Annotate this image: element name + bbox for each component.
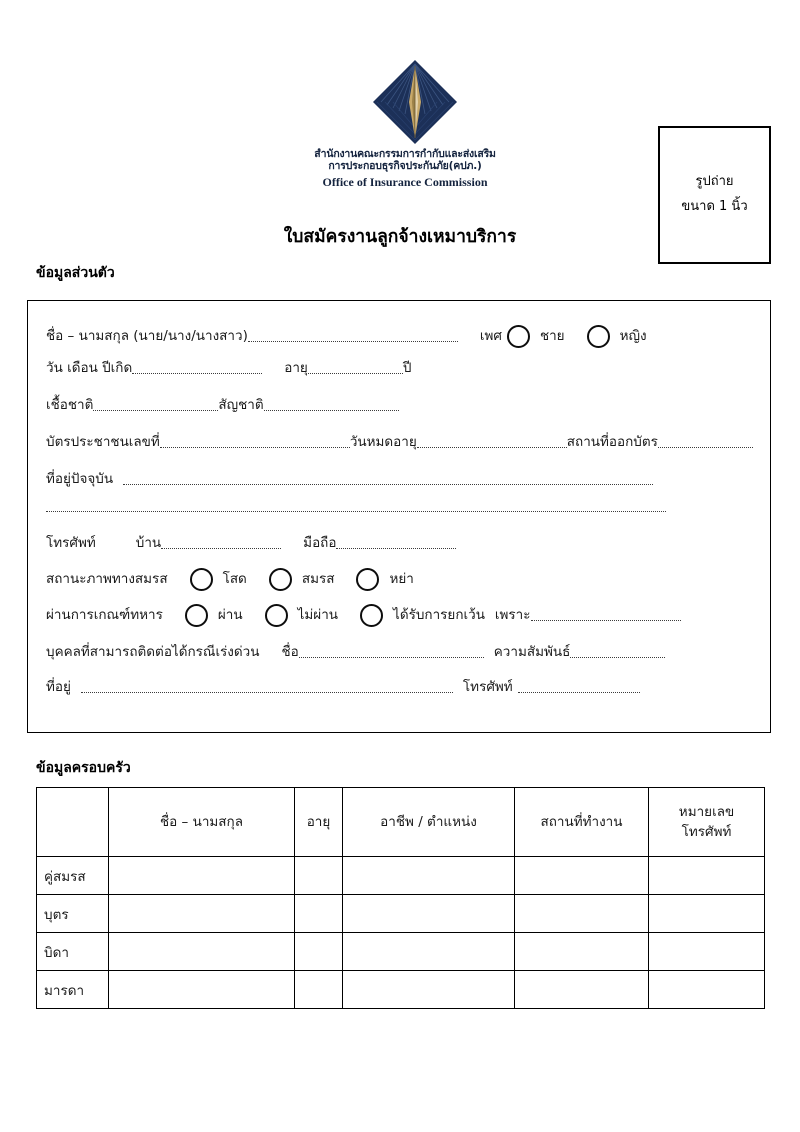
column-header-age: อายุ — [295, 788, 343, 857]
race-label: เชื้อชาติ — [46, 397, 94, 414]
cell-spouse-name[interactable] — [109, 857, 295, 895]
field-row-emergency-contact — [46, 646, 665, 660]
gender-female-label: หญิง — [619, 327, 647, 344]
marital-single-radio[interactable] — [190, 568, 213, 591]
gender-male-radio[interactable] — [507, 325, 530, 348]
nationality-input[interactable] — [264, 397, 399, 411]
emergency-relation-input[interactable] — [570, 644, 665, 658]
emergency-phone-label: โทรศัพท์ — [462, 679, 513, 696]
telephone-home-input[interactable] — [161, 535, 281, 549]
marital-single-label: โสด — [222, 570, 247, 587]
id-card-place-input[interactable] — [658, 434, 753, 448]
page-title: ใบสมัครงานลูกจ้างเหมาบริการ — [283, 227, 517, 247]
column-header-workplace: สถานที่ทำงาน — [515, 788, 649, 857]
military-not-passed-label: ไม่ผ่าน — [297, 606, 339, 623]
gender-male-label: ชาย — [539, 327, 565, 344]
birthdate-label: วัน เดือน ปีเกิด — [46, 360, 133, 377]
telephone-home-label: บ้าน — [135, 535, 162, 552]
field-row-current-address-continued — [46, 500, 666, 514]
field-row-military-service — [46, 604, 681, 627]
telephone-mobile-input[interactable] — [336, 535, 456, 549]
marital-status-label: สถานะภาพทางสมรส — [46, 570, 168, 587]
birthdate-input[interactable] — [132, 360, 262, 374]
telephone-mobile-label: มือถือ — [303, 535, 337, 552]
org-name-thai-line1: สำนักงานคณะกรรมการกำกับและส่งเสริม — [314, 148, 496, 160]
photo-box-label-line1: รูปถ่าย — [695, 174, 734, 190]
field-row-id-card — [46, 436, 753, 450]
marital-divorced-label: หย่า — [389, 570, 414, 587]
marital-married-label: สมรส — [301, 570, 335, 587]
cell-mother-age[interactable] — [295, 971, 343, 1009]
emergency-contact-label: บุคคลที่สามารถติดต่อได้กรณีเร่งด่วน — [46, 644, 260, 661]
field-row-telephone — [46, 537, 456, 551]
column-header-telephone-line2: โทรศัพท์ — [681, 824, 732, 840]
nationality-label: สัญชาติ — [218, 397, 264, 414]
row-label-father: บิดา — [37, 933, 109, 971]
document-header — [0, 0, 800, 270]
table-row — [37, 933, 765, 971]
org-name-thai-line2: การประกอบธุรกิจประกันภัย(คปภ.) — [328, 160, 482, 173]
cell-mother-telephone[interactable] — [649, 971, 765, 1009]
photo-placeholder-box — [658, 126, 771, 264]
fullname-input[interactable] — [248, 328, 458, 342]
cell-father-workplace[interactable] — [515, 933, 649, 971]
column-header-fullname: ชื่อ – นามสกุล — [109, 788, 295, 857]
current-address-input-line1[interactable] — [123, 471, 653, 485]
military-exempt-label: ได้รับการยกเว้น — [393, 606, 485, 623]
emergency-address-input[interactable] — [81, 679, 453, 693]
marital-married-radio[interactable] — [269, 568, 292, 591]
id-card-expiry-label: วันหมดอายุ — [349, 434, 417, 451]
row-label-mother: มารดา — [37, 971, 109, 1009]
field-row-emergency-address — [46, 681, 640, 695]
cell-father-occupation[interactable] — [343, 933, 515, 971]
military-passed-radio[interactable] — [185, 604, 208, 627]
cell-child-workplace[interactable] — [515, 895, 649, 933]
cell-mother-workplace[interactable] — [515, 971, 649, 1009]
id-card-input[interactable] — [160, 434, 350, 448]
field-row-birthdate — [46, 362, 411, 376]
emergency-name-input[interactable] — [299, 644, 484, 658]
org-name-english: Office of Insurance Commission — [322, 174, 488, 189]
military-service-label: ผ่านการเกณฑ์ทหาร — [46, 606, 163, 623]
table-row — [37, 971, 765, 1009]
emergency-phone-input[interactable] — [518, 679, 640, 693]
gender-female-radio[interactable] — [587, 325, 610, 348]
emergency-relation-label: ความสัมพันธ์ — [493, 644, 571, 661]
cell-father-telephone[interactable] — [649, 933, 765, 971]
cell-spouse-telephone[interactable] — [649, 857, 765, 895]
cell-child-telephone[interactable] — [649, 895, 765, 933]
family-info-heading: ข้อมูลครอบครัว — [36, 760, 131, 776]
field-row-marital-status — [46, 568, 414, 591]
cell-mother-occupation[interactable] — [343, 971, 515, 1009]
cell-child-occupation[interactable] — [343, 895, 515, 933]
row-label-spouse: คู่สมรส — [37, 857, 109, 895]
cell-mother-name[interactable] — [109, 971, 295, 1009]
military-not-passed-radio[interactable] — [265, 604, 288, 627]
id-card-label: บัตรประชาชนเลขที่ — [46, 434, 160, 451]
military-reason-input[interactable] — [531, 607, 681, 621]
military-exempt-radio[interactable] — [360, 604, 383, 627]
personal-info-heading: ข้อมูลส่วนตัว — [36, 265, 115, 281]
fullname-label: ชื่อ – นามสกุล (นาย/นาง/นางสาว) — [46, 327, 248, 344]
photo-box-label-line2: ขนาด 1 นิ้ว — [681, 199, 748, 214]
id-card-place-label: สถานที่ออกบัตร — [566, 434, 658, 451]
age-label: อายุ — [284, 360, 308, 377]
column-header-telephone-line1: หมายเลข — [678, 803, 735, 820]
field-row-race-nationality — [46, 399, 399, 413]
race-input[interactable] — [93, 397, 218, 411]
field-row-fullname — [46, 325, 647, 348]
column-header-telephone — [649, 788, 765, 857]
column-header-occupation: อาชีพ / ตำแหน่ง — [343, 788, 515, 857]
table-header-row — [37, 788, 765, 857]
row-label-child: บุตร — [37, 895, 109, 933]
table-body — [37, 857, 765, 1009]
age-input[interactable] — [308, 360, 403, 374]
cell-father-name[interactable] — [109, 933, 295, 971]
cell-spouse-workplace[interactable] — [515, 857, 649, 895]
marital-divorced-radio[interactable] — [356, 568, 379, 591]
military-reason-label: เพราะ — [494, 606, 531, 623]
table-row — [37, 895, 765, 933]
cell-father-age[interactable] — [295, 933, 343, 971]
organization-name — [250, 148, 560, 189]
cell-child-name[interactable] — [109, 895, 295, 933]
current-address-label: ที่อยู่ปัจจุบัน — [46, 471, 114, 488]
table-row — [37, 857, 765, 895]
oic-diamond-logo — [371, 58, 459, 146]
id-card-expiry-input[interactable] — [417, 434, 567, 448]
cell-spouse-age[interactable] — [295, 857, 343, 895]
emergency-address-label: ที่อยู่ — [46, 679, 71, 696]
family-info-table — [36, 787, 765, 1009]
cell-child-age[interactable] — [295, 895, 343, 933]
cell-spouse-occupation[interactable] — [343, 857, 515, 895]
military-passed-label: ผ่าน — [217, 606, 243, 623]
emergency-name-label: ชื่อ — [281, 644, 299, 661]
age-unit-label: ปี — [402, 360, 412, 377]
gender-label: เพศ — [479, 327, 502, 344]
column-header-relation — [37, 788, 109, 857]
telephone-label: โทรศัพท์ — [46, 535, 96, 552]
field-row-current-address — [46, 473, 653, 487]
current-address-input-line2[interactable] — [46, 498, 666, 512]
